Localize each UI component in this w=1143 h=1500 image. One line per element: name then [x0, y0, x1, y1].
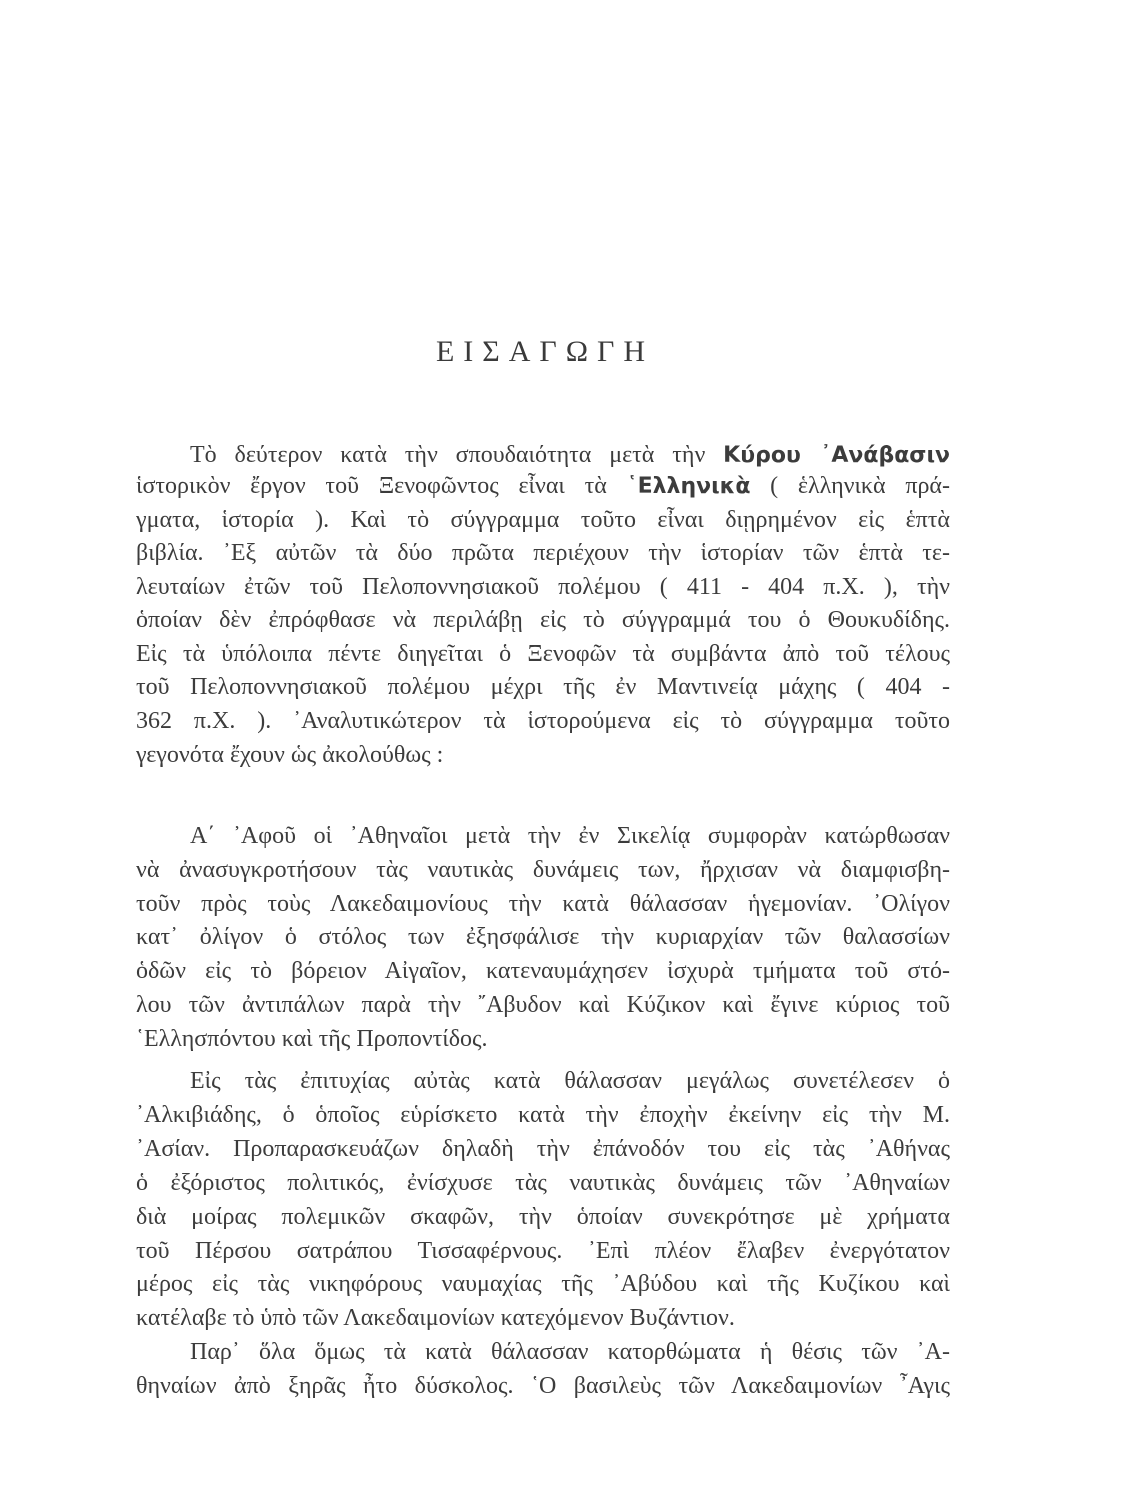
bold-book-title: Κύρου ᾿Ανάβασιν: [723, 443, 950, 468]
text-line: ᾿Ασίαν. Προπαρασκευάζων δηλαδὴ τὴν ἐπάνοδόν του εἰς τὰς ᾿Αθήνας: [136, 1136, 950, 1162]
text-span: ( ἑλληνικὰ πρά-: [750, 473, 950, 499]
page-title: ΕΙΣΑΓΩΓΗ: [435, 335, 655, 368]
text-line: ὁ ἐξόριστος πολιτικός, ἐνίσχυσε τὰς ναυτικὰς δυνάμεις τῶν ᾿Αθηναίων: [136, 1170, 950, 1196]
text-line: κατέλαβε τὸ ὑπὸ τῶν Λακεδαιμονίων κατεχόμενον Βυζάντιον.: [136, 1305, 735, 1331]
text-line: νὰ ἀνασυγκροτήσουν τὰς ναυτικὰς δυνάμεις των, ἤρχισαν νὰ διαμφισβη-: [136, 857, 950, 883]
text-line: λου τῶν ἀντιπάλων παρὰ τὴν ῎Αβυδον καὶ Κύζικον καὶ ἔγινε κύριος τοῦ: [136, 992, 950, 1018]
text-line: Α΄ ᾿Αφοῦ οἱ ᾿Αθηναῖοι μετὰ τὴν ἐν Σικελίᾳ συμφορὰν κατώρθωσαν: [190, 823, 950, 849]
text-line: τοῦ Πέρσου σατράπου Τισσαφέρνους. ᾿Επὶ πλέον ἔλαβεν ἐνεργότατον: [136, 1238, 950, 1264]
text-line: ὁδῶν εἰς τὸ βόρειον Αἰγαῖον, κατεναυμάχησεν ἰσχυρὰ τμήματα τοῦ στό-: [136, 958, 950, 984]
bold-book-title: ῾Ελληνικὰ: [626, 474, 751, 499]
text-line: τοῦ Πελοποννησιακοῦ πολέμου μέχρι τῆς ἐν Μαντινείᾳ μάχης ( 404 -: [136, 674, 950, 700]
text-line: ᾿Αλκιβιάδης, ὁ ὁποῖος εὑρίσκετο κατὰ τὴν ἐποχὴν ἐκείνην εἰς τὴν Μ.: [136, 1102, 950, 1128]
text-line: Παρ᾿ ὅλα ὅμως τὰ κατὰ θάλασσαν κατορθώματα ἡ θέσις τῶν ᾿Α-: [190, 1339, 950, 1365]
text-line: ὁποίαν δὲν ἐπρόφθασε νὰ περιλάβῃ εἰς τὸ σύγγραμμά του ὁ Θουκυδίδης.: [136, 607, 950, 633]
text-line: θηναίων ἀπὸ ξηρᾶς ἦτο δύσκολος. ῾Ο βασιλεὺς τῶν Λακεδαιμονίων ῏Αγις: [136, 1373, 950, 1399]
text-line: διὰ μοίρας πολεμικῶν σκαφῶν, τὴν ὁποίαν συνεκρότησε μὲ χρήματα: [136, 1204, 950, 1230]
text-line: γματα, ἱστορία ). Καὶ τὸ σύγγραμμα τοῦτο εἶναι διῃρημένον εἰς ἑπτὰ: [136, 507, 950, 533]
text-line: Εἰς τὰ ὑπόλοιπα πέντε διηγεῖται ὁ Ξενοφῶν τὰ συμβάντα ἀπὸ τοῦ τέλους: [136, 641, 950, 667]
text-line: 362 π.Χ. ). ᾿Αναλυτικώτερον τὰ ἱστορούμενα εἰς τὸ σύγγραμμα τοῦτο: [136, 708, 950, 734]
text-line: βιβλία. ᾿Εξ αὐτῶν τὰ δύο πρῶτα περιέχουν τὴν ἱστορίαν τῶν ἑπτὰ τε-: [136, 540, 950, 566]
text-span: ἱστορικὸν ἔργον τοῦ Ξενοφῶντος εἶναι τὰ: [136, 473, 627, 499]
text-line: γεγονότα ἔχουν ὡς ἀκολούθως :: [136, 742, 444, 768]
text-line: λευταίων ἐτῶν τοῦ Πελοποννησιακοῦ πολέμου ( 411 - 404 π.Χ. ), τὴν: [136, 574, 950, 600]
text-line: ῾Ελλησπόντου καὶ τῆς Προποντίδος.: [136, 1026, 488, 1052]
text-span: Τὸ δεύτερον κατὰ τὴν σπουδαιότητα μετὰ τὴν: [190, 442, 724, 468]
text-line: μέρος εἰς τὰς νικηφόρους ναυμαχίας τῆς ᾿Αβύδου καὶ τῆς Κυζίκου καὶ: [136, 1271, 950, 1297]
text-line: Εἰς τὰς ἐπιτυχίας αὐτὰς κατὰ θάλασσαν μεγάλως συνετέλεσεν ὁ: [190, 1068, 950, 1094]
text-line: κατ᾿ ὀλίγον ὁ στόλος των ἐξησφάλισε τὴν κυριαρχίαν τῶν θαλασσίων: [136, 924, 950, 950]
text-line: τοῦν πρὸς τοὺς Λακεδαιμονίους τὴν κατὰ θάλασσαν ἡγεμονίαν. ᾿Ολίγον: [136, 891, 950, 917]
text-line: [136, 467, 950, 505]
